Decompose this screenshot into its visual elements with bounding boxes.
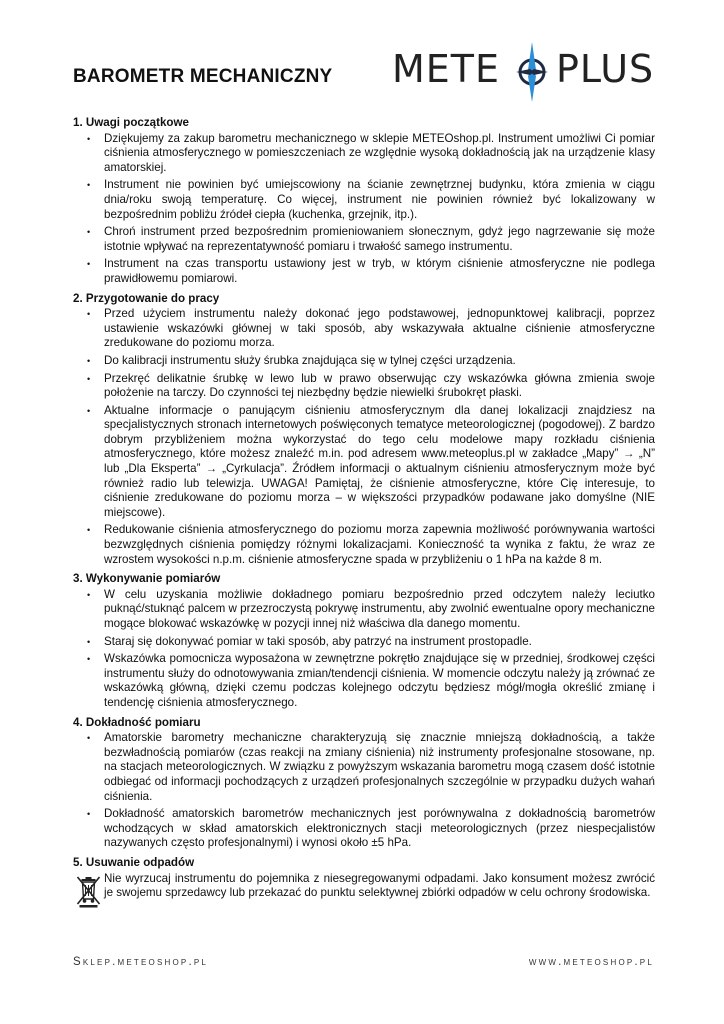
section-title: 3. Wykonywanie pomiarów xyxy=(73,572,221,586)
list-item: • Do kalibracji instrumentu służy śrubka znajdująca się w tylnej części urządzenia. xyxy=(104,354,655,369)
list-item: • Wskazówka pomocnicza wyposażona w zewnętrzne pokrętło znajdujące się w przedniej, środkowej części instrumentu służy do odnotowywania zmian/tendencji ciśnienia. W momencie odczytu należy ją zrównać ze wskazówką główną, dzięki czemu podczas kolejnego odczytu będziesz mógł/mogła określić zmianę i tendencję ciśnienia atmosferycznego. xyxy=(104,652,655,710)
section-initial-notes xyxy=(73,116,655,287)
list-item: • Przed użyciem instrumentu należy dokonać jego podstawowej, jednopunktowej kalibracji, poprzez ustawienie wskazówki głównej w taki sposób, aby wskazywała aktualne ciśnienie atmosferyczne zredukowane do poziomu morza. xyxy=(104,307,655,351)
list-item: • Przekręć delikatnie śrubkę w lewo lub w prawo obserwując czy wskazówka główna zmienia swoje położenie na tarczy. Do czynności tej niezbędny będzie niewielki śrubokręt płaski. xyxy=(104,372,655,401)
list-item: • Dokładność amatorskich barometrów mechanicznych jest porównywalna z dokładnością barometrów wchodzących w skład amatorskich elektronicznych stacji meteorologicznych (przez niespecjalistów nazywanych często profesjonalnymi) i wynosi około ±5 hPa. xyxy=(104,807,655,851)
section-accuracy xyxy=(73,716,655,851)
list-item: • Instrument na czas transportu ustawiony jest w tryb, w którym ciśnienie atmosferyczne nie podlega prawidłowemu pomiarowi. xyxy=(104,257,655,286)
logo-text-right: PLUS xyxy=(556,47,655,91)
section-disposal xyxy=(73,856,655,908)
section-title: 1. Uwagi początkowe xyxy=(73,116,189,129)
list-item: • Amatorskie barometry mechaniczne charakteryzują się znacznie mniejszą dokładnością, a także bezwładnością pomiarów (czas reakcji na zmiany ciśnienia) niż instrumenty profesjonalne stosowane, np. na stacjach meteorologicznych. W związku z powyższym wskazania barometru mogą czasem dość istotnie odbiegać od informacji pochodzących z urządzeń profesjonalnych szczególnie w przypadku dużych wahań ciśnienia. xyxy=(104,731,655,804)
list-item: • Redukowanie ciśnienia atmosferycznego do poziomu morza zapewnia możliwość porównywania wartości bezwzględnych ciśnienia pomiędzy różnymi lokalizacjami. Konieczność ta wynika z faktu, że wraz ze wzrostem wysokości n.p.m. ciśnienie atmosferyczne spada w przybliżeniu o 1 hPa na każde 8 m. xyxy=(104,523,655,567)
list-item: • Staraj się dokonywać pomiar w taki sposób, aby patrzyć na instrument prostopadle. xyxy=(104,635,655,650)
disposal-block xyxy=(73,872,655,908)
list-item: • W celu uzyskania możliwie dokładnego pomiaru bezpośrednio przed odczytem należy leciutko puknąć/stuknąć palcem w przezroczystą pokrywę instrumentu, aby zwolnić ewentualne opory mechaniczne mogące blokować wskazówkę w pozycji innej niż właściwa dla danego momentu. xyxy=(104,588,655,632)
compass-icon xyxy=(510,40,554,108)
section-preparation xyxy=(73,292,655,568)
bullet-list xyxy=(73,588,655,711)
section-measurements xyxy=(73,572,655,710)
list-item: • Chroń instrument przed bezpośrednim promieniowaniem słonecznym, gdyż jego nagrzewanie się może istotnie wpływać na reprezentatywność pomiaru i trwałość samego instrumentu. xyxy=(104,225,655,254)
list-item: • Aktualne informacje o panującym ciśnieniu atmosferycznym dla danej lokalizacji znajdziesz na specjalistycznych stronach internetowych poświęconych tematyce meteorologicznej (pogodowej). Z bardzo dobrym przybliżeniem można wykorzystać do tego celu modelowe mapy rozkładu ciśnienia atmosferycznego, które możesz znaleźć m.in. pod adresem www.meteoplus.pl w zakładce „Mapy” → „N” lub „Dla Eksperta” → „Cyrkulacja”. Źródłem informacji o aktualnym ciśnieniu atmosferycznym może być również radio lub telewizja. UWAGA! Pamiętaj, że ciśnienie atmosferyczne, które Cię interesuje, to ciśnienie zredukowane do poziomu morza – w większości przypadków podawane jako domyślne (NIE miejscowe). xyxy=(104,404,655,521)
section-title: 5. Usuwanie odpadów xyxy=(73,855,195,869)
bullet-list xyxy=(73,307,655,567)
meteoplus-logo xyxy=(392,40,654,104)
disposal-text: Nie wyrzucaj instrumentu do pojemnika z niesegregowanymi odpadami. Jako konsument możesz zwrócić je swojemu sprzedawcy lub przekazać do punktu selektywnej zbiórki odpadów w celu ochrony środowiska. xyxy=(104,871,655,900)
bullet-list xyxy=(73,132,655,287)
list-item: • Dziękujemy za zakup barometru mechanicznego w sklepie METEOshop.pl. Instrument umożliwi Ci pomiar ciśnienia atmosferycznego w pomieszczeniach ze względnie wysoką dokładnością jak na urządzenie klasy amatorskiej. xyxy=(104,132,655,176)
footer-website-link[interactable]: www.meteoshop.pl xyxy=(528,956,654,968)
section-title: 2. Przygotowanie do pracy xyxy=(73,291,220,305)
logo-text-left: METE xyxy=(392,47,501,91)
footer-shop-link[interactable]: Sklep.meteoshop.pl xyxy=(73,956,209,968)
page-title: BAROMETR MECHANICZNY xyxy=(73,66,333,87)
crossed-out-wheelie-bin-icon xyxy=(73,874,104,908)
document-body xyxy=(73,116,655,913)
bullet-list xyxy=(73,731,655,851)
section-title: 4. Dokładność pomiaru xyxy=(73,715,201,729)
list-item: • Instrument nie powinien być umiejscowiony na ścianie zewnętrznej budynku, która zmienia w ciągu dnia/roku swoją temperaturę. Co więcej, instrument nie powinien również być lokalizowany w bezpośrednim pobliżu źródeł ciepła (kuchenka, grzejnik, itp.). xyxy=(104,178,655,222)
